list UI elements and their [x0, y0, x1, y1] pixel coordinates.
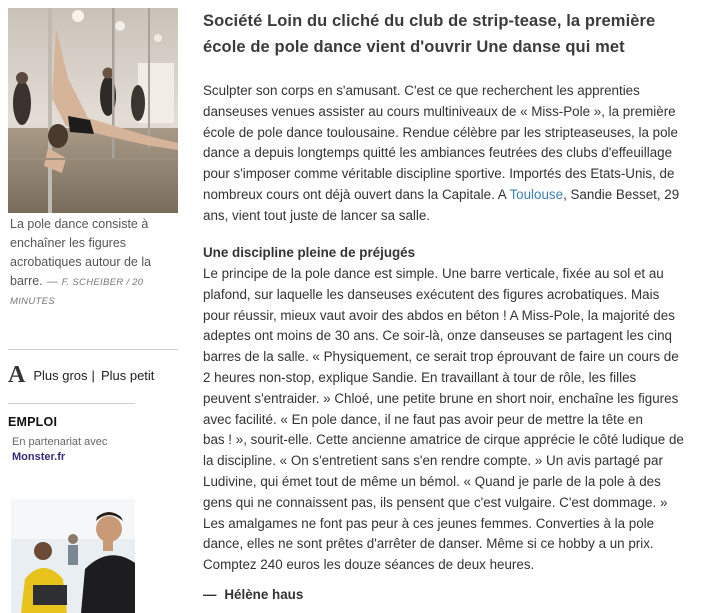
photo-credit-continued: MINUTES — [10, 296, 55, 307]
paragraph-line: Comptez 240 euros les douze séances de deux heures. — [203, 557, 535, 573]
article-author — [203, 587, 303, 602]
caption-line-end: barre. — [10, 274, 43, 288]
photo-block — [8, 8, 178, 311]
paragraph-line: plafond, sur laquelle les danseuses exécutent des figures acrobatiques. Mais — [203, 286, 660, 302]
emploi-title: EMPLOI — [8, 415, 58, 429]
article-header — [203, 8, 700, 60]
paragraph-line: Ludivine, qui émet tout de même un bémol. « Quand je parle de la pole à des — [203, 473, 661, 489]
emploi-promo-image[interactable] — [11, 499, 135, 613]
caption-line — [10, 272, 178, 292]
font-smaller-link[interactable]: Plus petit — [100, 367, 155, 383]
pole-dance-photo-illustration — [8, 8, 178, 213]
credit-dash: — — [46, 276, 58, 288]
paragraph-line: gens qui ne connaissent pas, ils pensent que c'est vulgaire. C'est dommage. » — [203, 494, 668, 510]
article-photo[interactable] — [8, 8, 178, 213]
emploi-partner-text: En partenariat avec — [12, 436, 108, 448]
paragraph-line: dance a depuis longtemps quitté les ambiances feutrées des clubs d'effeuillage — [203, 145, 673, 161]
photo-caption — [8, 215, 178, 311]
divider — [8, 349, 178, 350]
paragraph-line-start: nombreux cours ont déjà ouvert dans la Capitale. A — [203, 186, 510, 202]
caption-line: enchaîner les figures — [10, 236, 127, 250]
paragraph-line: école de pole dance toulousaine. Rendue célèbre par les stripteaseuses, la pole — [203, 124, 678, 140]
font-size-icon: A — [8, 362, 26, 388]
paragraph-line: barres de la salle. « Physiquement, ce serait trop éprouvant de faire un cours de — [203, 349, 679, 365]
toulouse-link[interactable]: Toulouse — [509, 186, 564, 202]
paragraph-line: bas ! », sourit-elle. Cette ancienne amatrice de cirque apprécie le côté ludique de — [203, 432, 684, 448]
paragraph-line: Les amalgames ne font pas peur à ces jeunes femmes. Converties à la pole — [203, 515, 655, 531]
font-size-tools — [8, 362, 154, 388]
caption-line: acrobatiques autour de la — [10, 255, 152, 269]
author-name: Hélène haus — [224, 587, 304, 602]
office-people-illustration — [11, 499, 135, 613]
article-intro-paragraph — [203, 81, 700, 227]
paragraph-line: Le principe de la pole dance est simple. Une barre verticale, fixée au sol et au — [203, 266, 664, 281]
caption-line: La pole dance consiste à — [10, 217, 149, 231]
font-tools-separator: | — [91, 367, 95, 383]
paragraph-line: avec facilité. « En pole dance, il ne faut pas avoir peur de mettre la tête en — [203, 411, 643, 427]
paragraph-line: danseuses venues assister au cours multiniveaux de « Miss-Pole », la première — [203, 103, 676, 119]
paragraph-line: pour s'imposer comme véritable discipline sportive. Importés des Etats-Unis, de — [203, 166, 675, 182]
divider — [8, 403, 135, 404]
article-body-paragraph — [203, 264, 700, 576]
paragraph-line: peuvent s'entraider. » Chloé, une petite brune en short noir, enchaîne les figures — [203, 390, 679, 406]
monster-link[interactable]: Monster.fr — [12, 451, 66, 463]
font-bigger-link[interactable]: Plus gros — [33, 367, 88, 383]
photo-credit: F. SCHEIBER / 20 — [61, 277, 144, 288]
paragraph-line: Sculpter son corps en s'amusant. C'est ce que recherchent les apprenties — [203, 83, 640, 98]
emploi-box — [8, 415, 158, 463]
paragraph-line — [203, 185, 700, 206]
paragraph-line: adeptes ont moins de 30 ans. Ce soir-là, onze danseuses se partagent les cinq — [203, 328, 672, 344]
article-headline: Société Loin du cliché du club de strip-tease, la première école de pole dance vient d'ouvrir Une danse qui met — [203, 12, 656, 56]
article-subheading: Une discipline pleine de préjugés — [203, 245, 416, 260]
author-dash: — — [203, 587, 217, 602]
paragraph-line: ans, vient tout juste de lancer sa salle. — [203, 207, 431, 223]
paragraph-line: 2 heures non-stop, explique Sandie. En travaillant à tour de rôle, les filles — [203, 369, 637, 385]
paragraph-line: pour réussir, mieux vaut avoir des abdos en béton ! A Miss-Pole, la majorité des — [203, 307, 675, 323]
paragraph-line-end: , Sandie Besset, 29 — [563, 186, 680, 202]
paragraph-line: dance, elles ne sont prêtes d'arrêter de danser. Même si ce hobby a un prix. — [203, 536, 654, 552]
paragraph-line: la discipline. « On s'entretient sans s'en rendre compte. » Un avis partagé par — [203, 453, 663, 469]
